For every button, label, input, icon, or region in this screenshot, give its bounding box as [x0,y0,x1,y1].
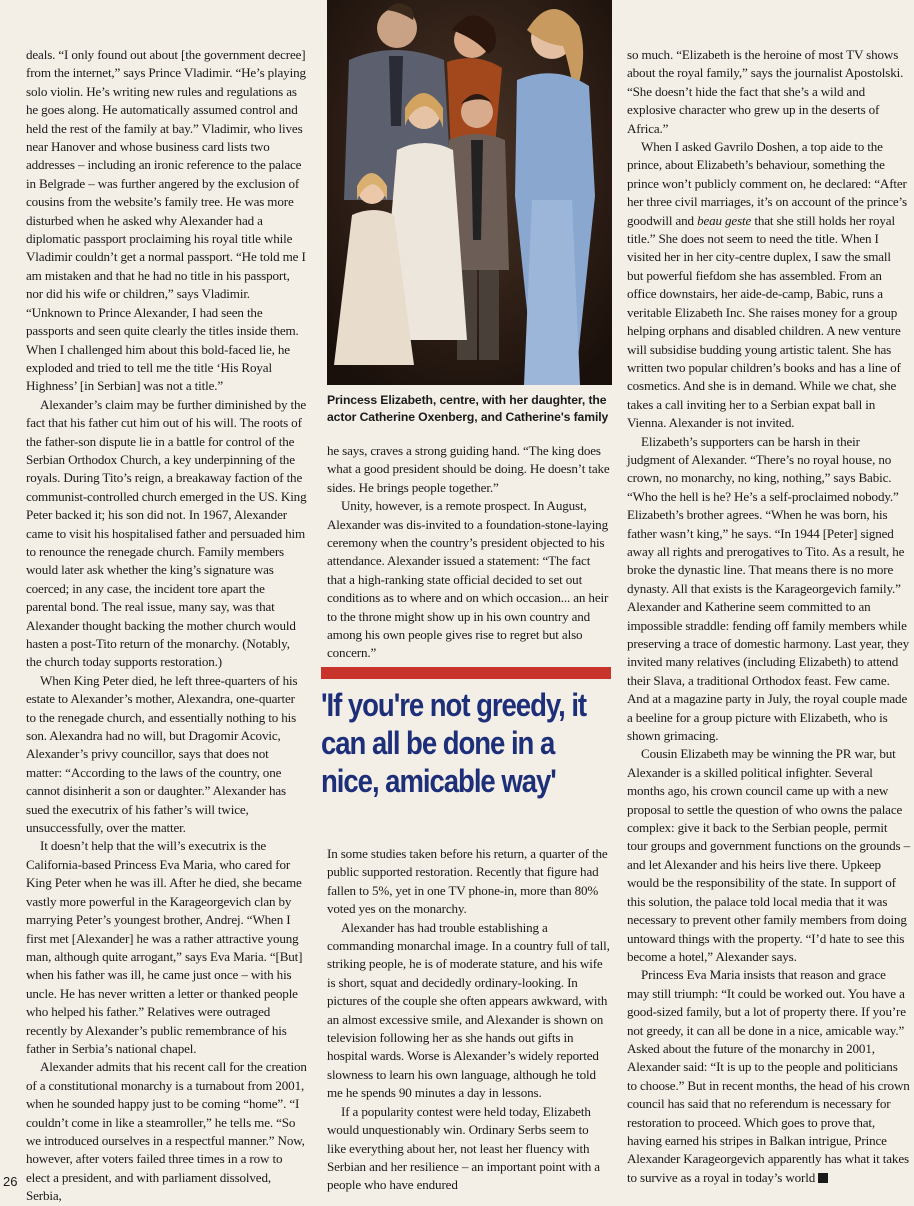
article-column-left [26,46,307,1206]
paragraph-text: When I asked Gavrilo Doshen, a top aide to the prince, about Elizabeth’s behaviour, something the prince won’t publicly comment on, he declared: “After her three civil marriages, it’s on account of the prince’s goodwill and [627,139,907,228]
article-column-middle-bottom [327,845,610,1195]
paragraph: so much. “Elizabeth is the heroine of most TV shows about the royal family,” says the journalist Apostolski. “She doesn’t hide the fact that she’s a wild and explosive character who grew up in the deserts of Africa.” [627,47,904,136]
paragraph-text: that she still holds her royal title.” She does not seem to need the title. When I visited her in her city-centre duplex, I saw the small but powerful fiefdom she has assembled. From an office downstairs, her aide-de-camp, Babic, runs a veritable Elizabeth Inc. She raises money for a group helping orphans and disabled children. A new venture will subsidise budding young artistic talent. She has written two popular children’s books and has a line of cosmetics. And she is in demand. While we chat, she takes a call inviting her to a Serbian expat ball in Vienna. Alexander is not invited. [627,212,901,431]
paragraph: he says, craves a strong guiding hand. “The king does what a good president should be doing. He doesn’t take sides. He brings people together.” [327,443,610,495]
paragraph [627,966,910,1187]
paragraph-text: Princess Eva Maria insists that reason and grace may still triumph: “It could be worked out. You have a good-sized family, but a lot of property there. If you’re not greedy, it can all be done in a nice, amicable way.” Asked about the future of the monarchy in 2001, Alexander said: “It is up to the people and politicians to choose.” But in recent months, the head of his crown council has said that no referendum is necessary for restoration to proceed. Which goes to prove that, having earned his stripes in Balkan intrigue, Prince Alexander Karageorgevich apparently has what it takes to survive as a royal in today’s world [627,967,910,1185]
paragraph: It doesn’t help that the will’s executrix is the California-based Princess Eva Maria, who cared for King Peter when he was ill. After he died, she became vastly more powerful in the Karageorgevich clan by marrying Peter’s youngest brother, Andrej. “When I first met [Alexander] he was a rather attractive young man, although quite arrogant,” says Eva Maria. “[But] when his father was ill, he came just once – with his uncle. He has never written a letter or thanked people who helped his father.” Relatives were outraged recently by Alexander’s public remembrance of his father in Serbia’s national chapel. [26,838,303,1056]
page-number: 26 [3,1174,18,1189]
paragraph: Alexander has had trouble establishing a commanding monarchal image. In a country full of tall, striking people, he is of moderate stature, and his wife is short, squat and decidedly ordinary-looking. In pictures of the couple she often appears awkward, with an almost excessive smile, and Alexander is shown on television following her as she hands out gifts in hospital wards. Worse is Alexander’s widely reported slowness to learn his own language, although he told me he spends 90 minutes a day in lessons. [327,919,610,1101]
paragraph: Unity, however, is a remote prospect. In August, Alexander was dis-invited to a foundation-stone-laying ceremony when the country’s president objected to his attendance. Alexander issued a statement: “The fact that a high-ranking state official decided to set out conditions as to where and on which occasion... an heir to the throne might show up in his own country and among his own people gives rise to regret but also concern.” [327,498,609,661]
paragraph: If a popularity contest were held today, Elizabeth would unquestionably win. Ordinary Serbs seem to like everything about her, not least her fluency with Serbian and her resilience – an important point with a people who have endured [327,1103,600,1193]
paragraph: deals. “I only found out about [the government decree] from the internet,” says Prince Vladimir. “He’s playing solo violin. He’s writing new rules and regulations as he goes along. He automatically assumed control and held the rest of the family at bay.” Vladimir, who lives near Hanover and whose business card lists two addresses – including an ironic reference to the palace in Belgrade – was further angered by the exclusion of cousins from the website’s family tree. He was more disturbed when he asked why Alexander had a diplomatic passport proclaiming his royal title while Vladimir couldn’t get a normal passport. “He told me I am mistaken and that he had no title in his passport, nor did his wife or children,” says Vladimir. “Unknown to Prince Alexander, I had seen the passports and seen quite clearly the titles inside them. When I challenged him about this bold-faced lie, he exploded and tried to tell me the title ‘His Royal Highness’ [in Serbian] was not a title.” [26,47,306,394]
paragraph: When King Peter died, he left three-quarters of his estate to Alexander’s mother, Alexandra, one-quarter to the renegade church, and essentially nothing to his son. Alexandra had no will, but Dragomir Acovic, Alexander’s privy councillor, says that does not matter: “According to the laws of the country, one cannot disinherit a son or daughter.” Alexander has sued the executrix of his father’s will twice, unsuccessfully, over the matter. [26,672,298,836]
italic-phrase: beau geste [697,212,752,228]
paragraph: Alexander’s claim may be further diminished by the fact that his father cut him out of his will. The roots of the father-son dispute lie in a battle for control of the Serbian Orthodox Church, a key underpinning of the royals. During Tito’s reign, a breakaway faction of the communist-controlled church emerged in the US. King Peter backed it; his son did not. In 1967, Alexander came to visit his hospitalised father and persuaded him to renounce the renegade church. Family members would later ask whether the king’s signature was coerced; in any case, the incident tore apart the parental bond. The real issue, many say, was that Alexander thought backing the mother church would hasten a post-Tito return of the monarchy. (Notably, the church today supports restoration.) [26,396,307,670]
photo-caption: Princess Elizabeth, centre, with her daughter, the actor Catherine Oxenberg, and Catherine's family [327,393,609,424]
paragraph: Cousin Elizabeth may be winning the PR war, but Alexander is a skilled political infighter. Several months ago, his crown council came up with a new proposal to settle the question of who owns the palace complex: give it back to the Serbian people, permit tour groups and government functions on the grounds – and let Alexander and his heirs live there. Upkeep would be the responsibility of the state. In support of this solution, the palace told local media that it was necessary to prevent other family members from doing untoward things with the property. “I’d hate to see this become a hotel,” Alexander says. [627,746,910,964]
paragraph: Elizabeth’s supporters can be harsh in their judgment of Alexander. “There’s no royal house, no crown, no monarchy, no king, nothing,” says Babic. “Who the hell is he? He’s a self-proclaimed nobody.” Elizabeth’s brother agrees. “When he was born, his father wasn’t king,” he says. “In 1944 [Peter] signed away all rights and prerogatives to Tito. As a result, he broke the dynastic line. That means there is no more dynasty. All that exists is the Karageorgevich family.” Alexander and Katherine seem committed to an impossible straddle: fending off family members while preserving a trace of domestic harmony. Last year, they invited many relatives (including Elizabeth) to attend their Slava, a traditional Orthodox feast. Few came. And at a magazine party in July, the royal couple made a beeline for a group picture with Elizabeth, who is shown grimacing. [627,433,909,744]
paragraph: In some studies taken before his return, a quarter of the public supported restoration. Recently that figure had fallen to 5%, yet in one TV phone-in, more than 80% voted yes on the monarchy. [327,846,608,917]
article-column-middle-top [327,442,610,663]
article-column-right [627,46,910,1187]
end-of-article-mark [818,1173,828,1183]
family-photo [327,0,612,385]
paragraph [627,138,910,433]
pull-quote: 'If you're not greedy, it can all be done in a nice, amicable way' [321,687,587,799]
pull-quote-rule [321,667,611,679]
paragraph: Alexander admits that his recent call for the creation of a constitutional monarchy is a turnabout from 2001, when he sounded happy just to be coming “home”. “I couldn’t come in like a steamroller,” he tells me. “So we introduced ourselves in a respectful manner.” Now, however, after voters failed three times in a row to elect a president, and with parliament dissolved, Serbia, [26,1059,307,1204]
